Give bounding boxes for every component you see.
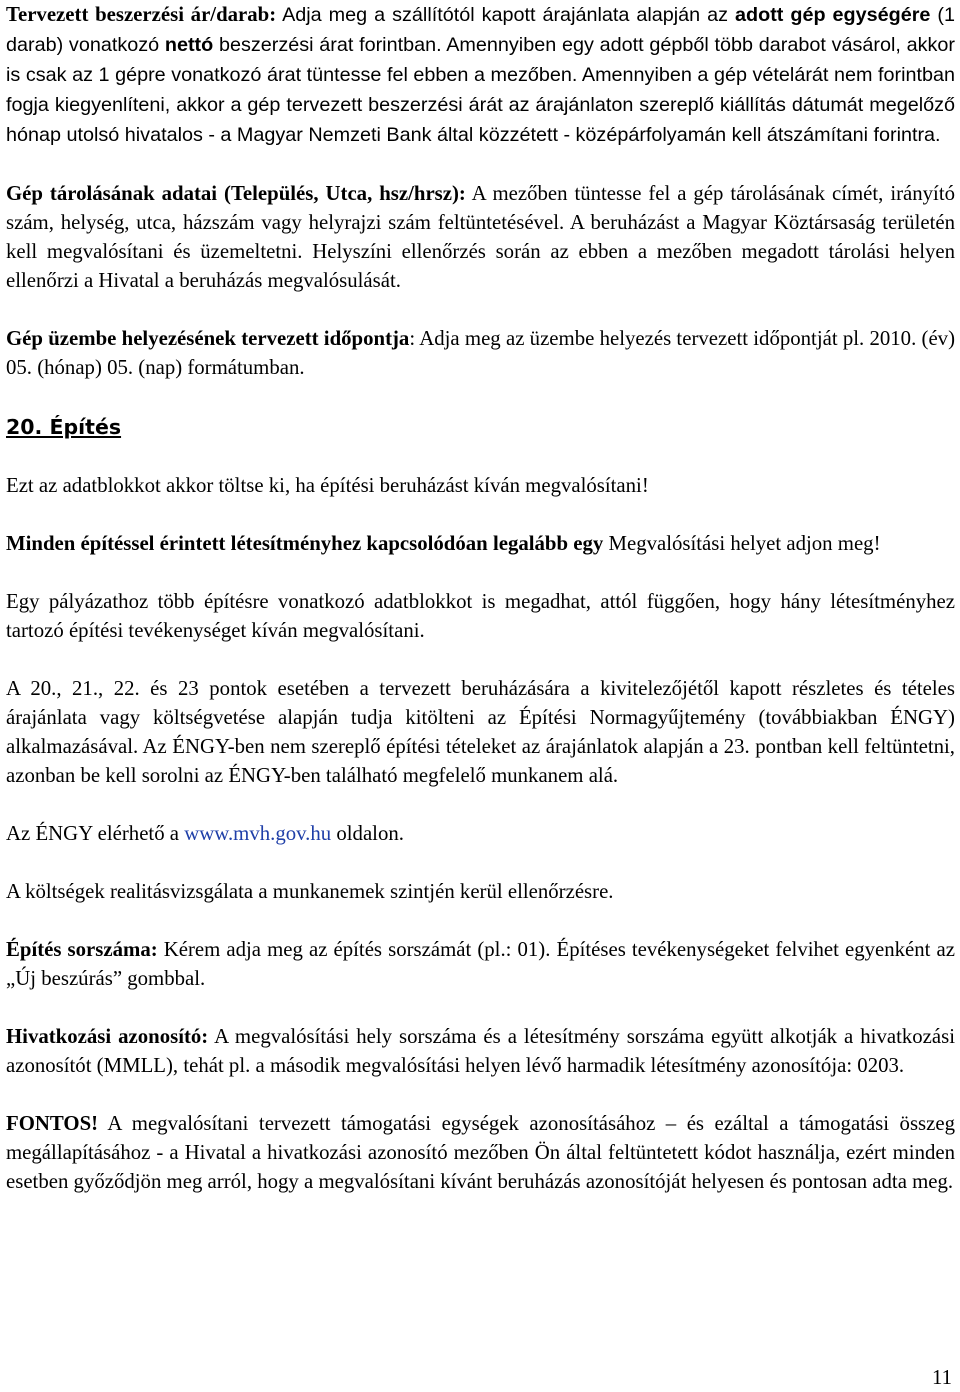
paragraph-location-requirement: Minden építéssel érintett létesítményhez kapcsolódóan legalább egy Megvalósítási helyet adjon meg!	[6, 532, 881, 555]
field-label-commissioning: Gép üzembe helyezésének tervezett időpontja	[6, 327, 410, 350]
section-heading-construction: 20. Építés	[6, 415, 122, 439]
paragraph-planned-price: Tervezett beszerzési ár/darab: Adja meg a szállítótól kapott árajánlata alapján az adott gép egységére (1 darab) vonatkozó nettó beszerzési árat forintban. Amennyiben egy adott gépből több darabot vásárol, akkor is csak az 1 gépre vonatkozó árat tüntesse fel ebben a mezőben. Amennyiben a gép vételárát nem forintban fogja kiegyenlíteni, akkor a gép tervezett beszerzési árát az árajánlaton szereplő kiállítás dátumát megelőző hónap utolsó hivatalos - a Magyar Nemzeti Bank által közzétett - középárfolyamán kell átszámítani forintra.	[6, 3, 955, 146]
paragraph-engy-link: Az ÉNGY elérhető a www.mvh.gov.hu oldalon.	[6, 822, 404, 845]
field-label-storage: Gép tárolásának adatai (Település, Utca, hsz/hrsz):	[6, 182, 466, 205]
paragraph-fill-condition: Ezt az adatblokkot akkor töltse ki, ha építési beruházást kíván megvalósítani!	[6, 474, 649, 497]
field-label-planned-price: Tervezett beszerzési ár/darab:	[6, 3, 277, 26]
paragraph-reference-id: Hivatkozási azonosító: A megvalósítási hely sorszáma és a létesítmény sorszáma együtt alkotják a hivatkozási azonosítót (MMLL), tehát pl. a második megvalósítási helyen lévő harmadik létesítmény azonosítója: 0203.	[6, 1025, 955, 1077]
paragraph-important-note: FONTOS! A megvalósítani tervezett támogatási egységek azonosításához – és ezáltal a támogatási összeg megállapításához - a Hivatal a hivatkozási azonosító mezőben Ön által feltüntetett kódot használja, ezért minden esetben győződjön meg arról, hogy a megvalósítani kívánt beruházás azonosítóját helyesen és pontosan adta meg.	[6, 1112, 955, 1193]
mvh-website-link[interactable]: www.mvh.gov.hu	[184, 822, 332, 845]
field-label-reference-id: Hivatkozási azonosító:	[6, 1025, 209, 1048]
paragraph-multiple-blocks: Egy pályázathoz több építésre vonatkozó adatblokkot is megadhat, attól függően, hogy hány létesítményhez tartozó építési tevékenységet kíván megvalósítani.	[6, 590, 955, 642]
paragraph-engy-usage: A 20., 21., 22. és 23 pontok esetében a tervezett beruházására a kivitelezőjétől kapott részletes és tételes árajánlata vagy költségvetése alapján tudja kitölteni az Építési Normagyűjtemény (továbbiakban ÉNGY) alkalmazásával. Az ÉNGY-ben nem szereplő építési tételeket az árajánlatok alapján a 23. pontban kell feltüntetni, azonban be kell sorolni az ÉNGY-ben található megfelelő munkanem alá.	[6, 677, 955, 787]
document-page	[6, 0, 955, 1196]
field-label-construction-number: Építés sorszáma:	[6, 938, 158, 961]
paragraph-commissioning-date: Gép üzembe helyezésének tervezett időpontja: Adja meg az üzembe helyezés tervezett időpontját pl. 2010. (év) 05. (hónap) 05. (nap) formátumban.	[6, 327, 956, 379]
important-label: FONTOS!	[6, 1112, 99, 1135]
paragraph-storage-data: Gép tárolásának adatai (Település, Utca, hsz/hrsz): A mezőben tüntesse fel a gép tárolásának címét, irányító szám, helység, utca, házszám vagy helyrajzi szám feltüntetésével. A beruházást a Magyar Köztársaság területén kell megvalósítani és üzemeltetni. Helyszíni ellenőrzés során az ebben a mezőben megadott tárolási helyen ellenőrzi a Hivatal a beruházás megvalósulását.	[6, 182, 956, 292]
paragraph-cost-check: A költségek realitásvizsgálata a munkanemek szintjén kerül ellenőrzésre.	[6, 880, 614, 903]
page-number: 11	[931, 1366, 952, 1389]
paragraph-construction-number: Építés sorszáma: Kérem adja meg az építés sorszámát (pl.: 01). Építéses tevékenységeket felvihet egyenként az „Új beszúrás” gombbal.	[6, 938, 955, 990]
